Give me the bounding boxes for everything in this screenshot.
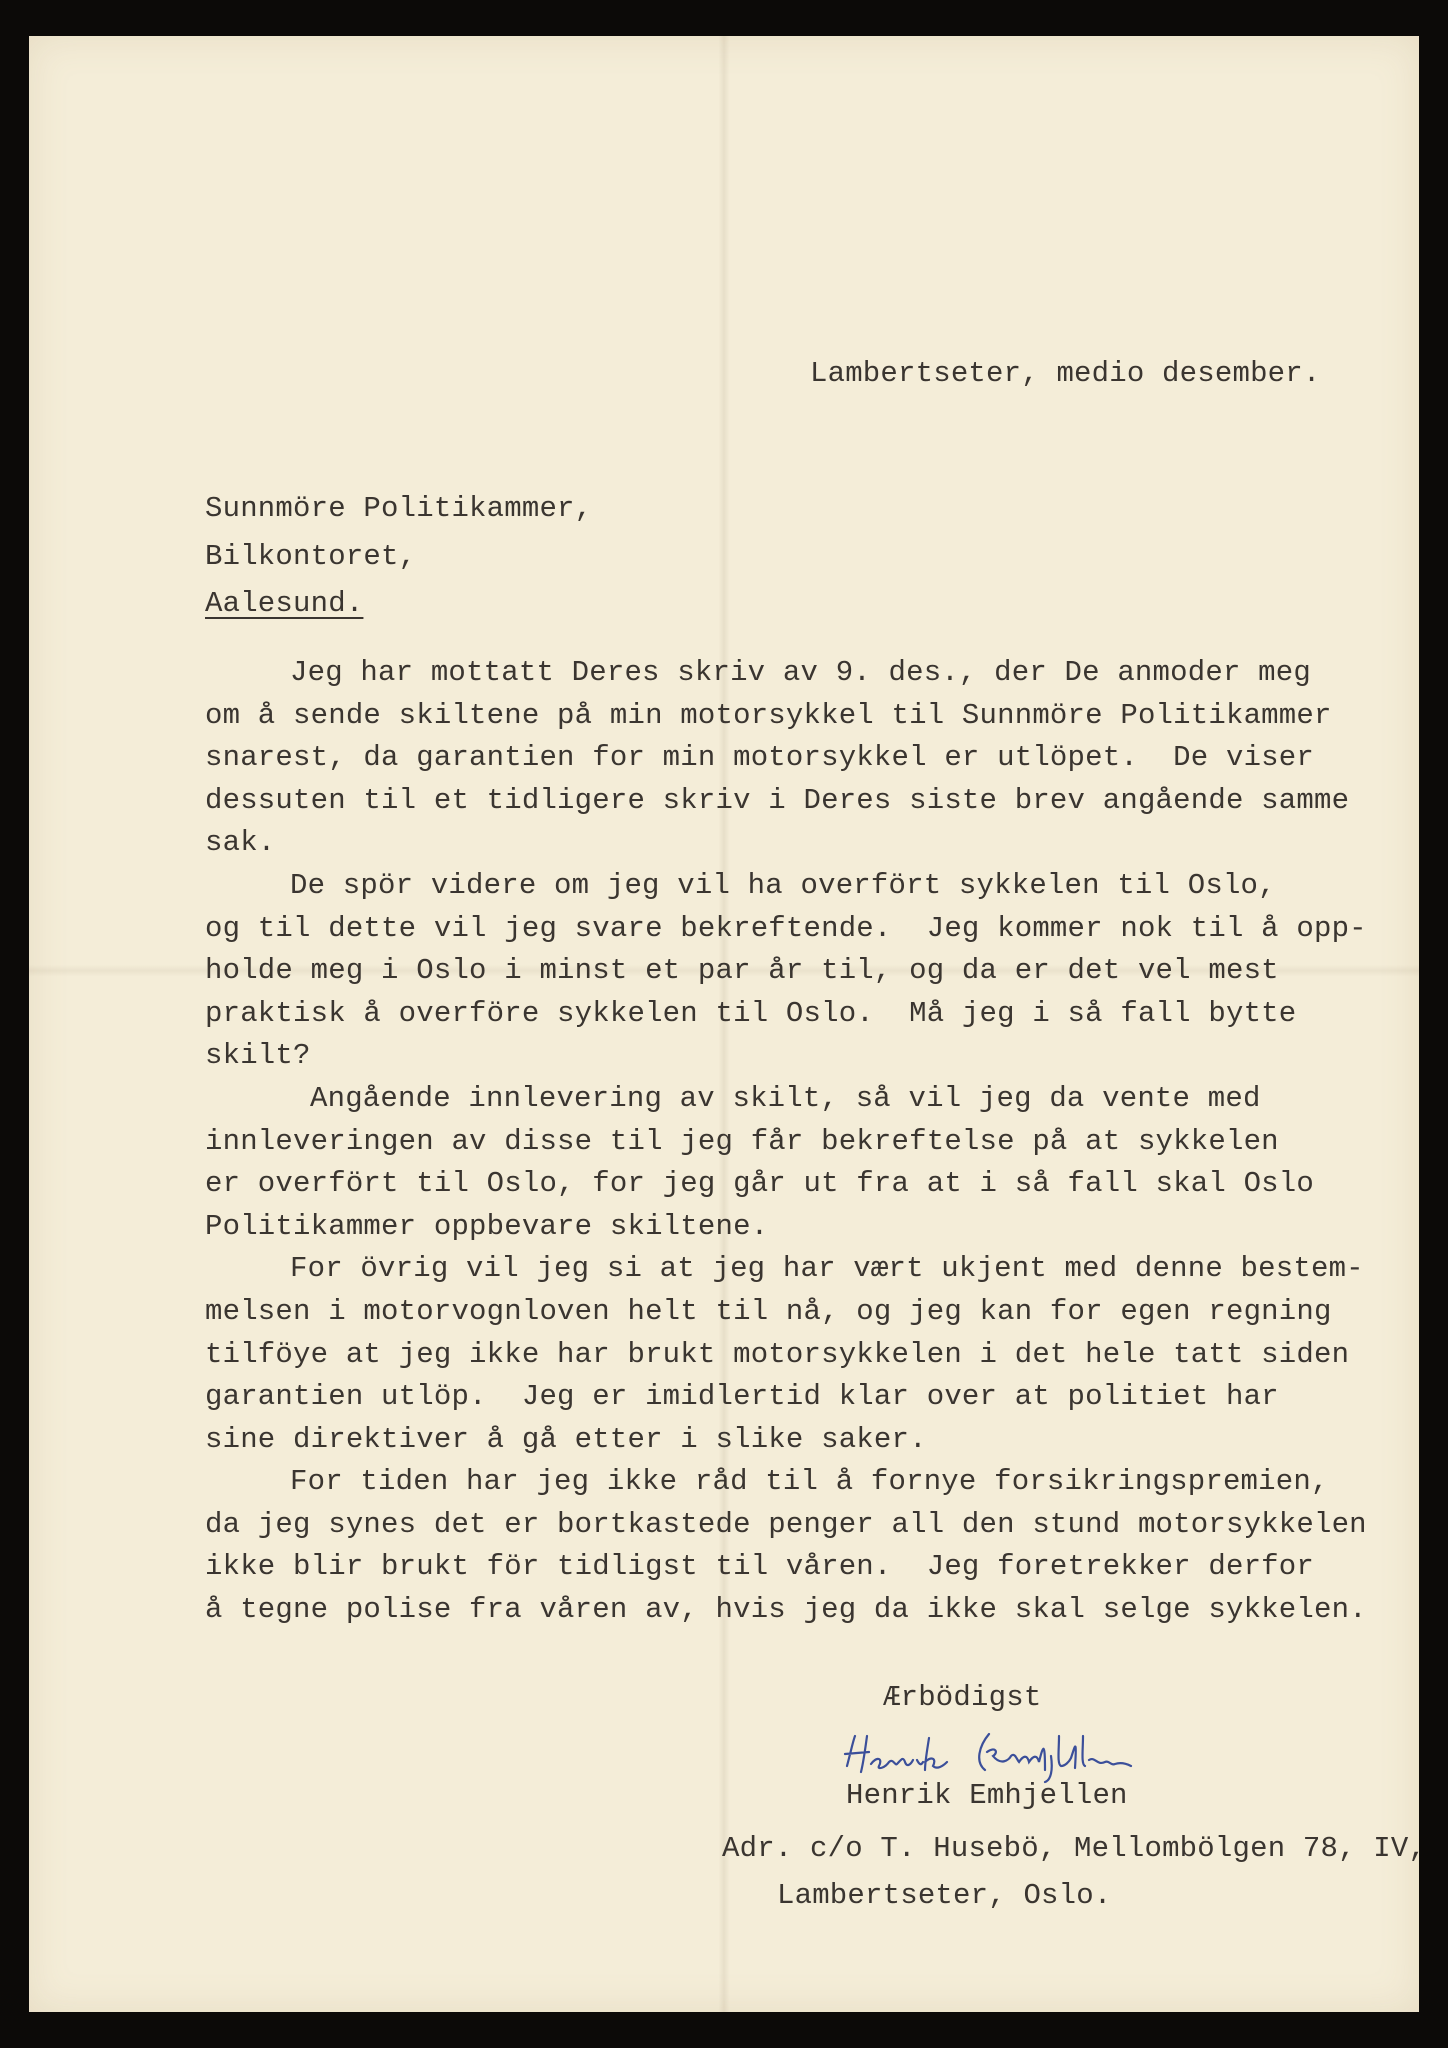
body-line: sine direktiver å gå etter i slike saker. bbox=[205, 1422, 927, 1456]
body-line: Angående innlevering av skilt, så vil jeg da vente med bbox=[310, 1081, 1261, 1115]
address-line-2: Lambertseter, Oslo. bbox=[777, 1879, 1112, 1912]
body-line: De spör videre om jeg vil ha overfört sykkelen til Oslo, bbox=[290, 868, 1276, 902]
body-line: garantien utlöp. Jeg er imidlertid klar over at politiet har bbox=[205, 1380, 1279, 1414]
signer-name: Henrik Emhjellen bbox=[846, 1779, 1128, 1812]
body-line: holde meg i Oslo i minst et par år til, og da er det vel mest bbox=[205, 954, 1279, 988]
recipient-line-2: Bilkontoret, bbox=[205, 540, 417, 573]
body-line: dessuten til et tidligere skriv i Deres siste brev angående samme bbox=[205, 783, 1350, 817]
body-line: snarest, da garantien for min motorsykkel er utlöpet. De viser bbox=[205, 741, 1314, 775]
body-line: For tiden har jeg ikke råd til å fornye forsikringspremien, bbox=[290, 1465, 1329, 1499]
dateline: Lambertseter, medio desember. bbox=[810, 357, 1321, 390]
body-line: tilföye at jeg ikke har brukt motorsykkelen i det hele tatt siden bbox=[205, 1337, 1350, 1371]
body-line: skilt? bbox=[205, 1039, 311, 1073]
body-line: ikke blir brukt för tidligst til våren. Jeg foretrekker derfor bbox=[205, 1550, 1314, 1584]
body-line: praktisk å overföre sykkelen til Oslo. Må jeg i så fall bytte bbox=[205, 996, 1297, 1030]
body-line: Jeg har mottatt Deres skriv av 9. des., der De anmoder meg bbox=[290, 656, 1311, 689]
body-line: sak. bbox=[205, 826, 276, 860]
body-line: å tegne polise fra våren av, hvis jeg da ikke skal selge sykkelen. bbox=[205, 1593, 1367, 1627]
body-line: og til dette vil jeg svare bekreftende. Jeg kommer nok til å opp- bbox=[205, 911, 1367, 945]
letter-page bbox=[29, 36, 1427, 2012]
address-line-1: Adr. c/o T. Husebö, Mellombölgen 78, IV, bbox=[722, 1832, 1427, 1865]
recipient-line-3: Aalesund. bbox=[205, 587, 364, 620]
recipient-line-1: Sunnmöre Politikammer, bbox=[205, 492, 593, 525]
body-line: da jeg synes det er bortkastede penger all den stund motorsykkelen bbox=[205, 1507, 1367, 1541]
closing: Ærbödigst bbox=[883, 1681, 1042, 1714]
body-line: er overfört til Oslo, for jeg går ut fra at i så fall skal Oslo bbox=[205, 1167, 1314, 1201]
body-line: Politikammer oppbevare skiltene. bbox=[205, 1209, 769, 1243]
body-line: For övrig vil jeg si at jeg har vært ukjent med denne bestem- bbox=[290, 1252, 1364, 1286]
body-line: innleveringen av disse til jeg får bekreftelse på at sykkelen bbox=[205, 1124, 1279, 1158]
letter-body bbox=[205, 652, 1367, 1632]
body-line: melsen i motorvognloven helt til nå, og jeg kan for egen regning bbox=[205, 1294, 1332, 1328]
body-line: om å sende skiltene på min motorsykkel til Sunnmöre Politikammer bbox=[205, 698, 1332, 732]
